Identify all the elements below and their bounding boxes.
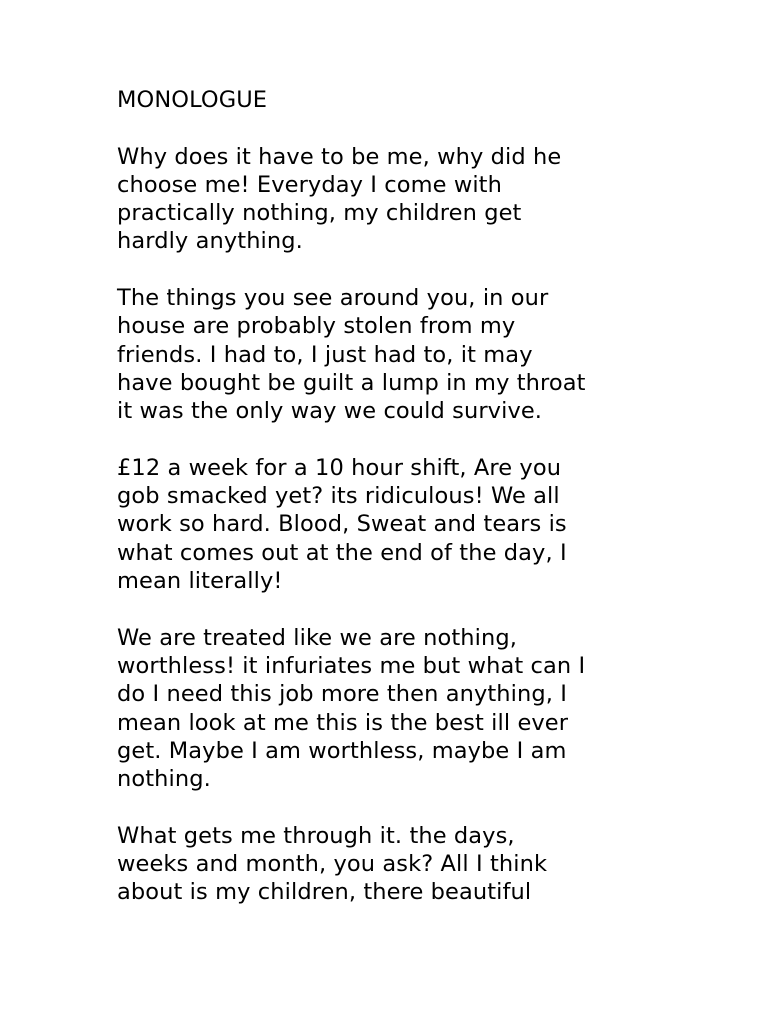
text-line: have bought be guilt a lump in my throat [117, 369, 586, 396]
paragraph-2 [117, 284, 717, 425]
text-line: hardly anything. [117, 228, 303, 255]
text-line: We are treated like we are nothing, [117, 624, 517, 651]
paragraph-5 [117, 822, 717, 907]
text-line: it was the only way we could survive. [117, 398, 543, 425]
text-line: get. Maybe I am worthless, maybe I am [117, 737, 567, 764]
paragraph-3 [117, 454, 717, 595]
paragraph-4 [117, 624, 717, 794]
text-line: gob smacked yet? its ridiculous! We all [117, 483, 560, 510]
document-title: MONOLOGUE [117, 87, 268, 113]
text-line: What gets me through it. the days, [117, 822, 515, 849]
text-line: practically nothing, my children get [117, 200, 522, 227]
text-line: work so hard. Blood, Sweat and tears is [117, 511, 567, 538]
text-line: Why does it have to be me, why did he [117, 143, 562, 170]
paragraph-1 [117, 143, 717, 256]
text-line: worthless! it infuriates me but what can I [117, 652, 586, 679]
text-line: nothing. [117, 766, 211, 793]
text-line: do I need this job more then anything, I [117, 681, 567, 708]
text-line: weeks and month, you ask? All I think [117, 851, 548, 878]
text-line: about is my children, there beautiful [117, 879, 532, 906]
text-line: friends. I had to, I just had to, it may [117, 341, 533, 368]
text-line: what comes out at the end of the day, I [117, 539, 567, 566]
monologue-text [117, 86, 717, 935]
text-line: mean look at me this is the best ill ever [117, 709, 569, 736]
text-line: mean literally! [117, 568, 283, 595]
text-line: £12 a week for a 10 hour shift, Are you [117, 454, 562, 481]
text-line: choose me! Everyday I come with [117, 171, 502, 198]
text-line: house are probably stolen from my [117, 313, 516, 340]
text-line: The things you see around you, in our [117, 285, 549, 312]
